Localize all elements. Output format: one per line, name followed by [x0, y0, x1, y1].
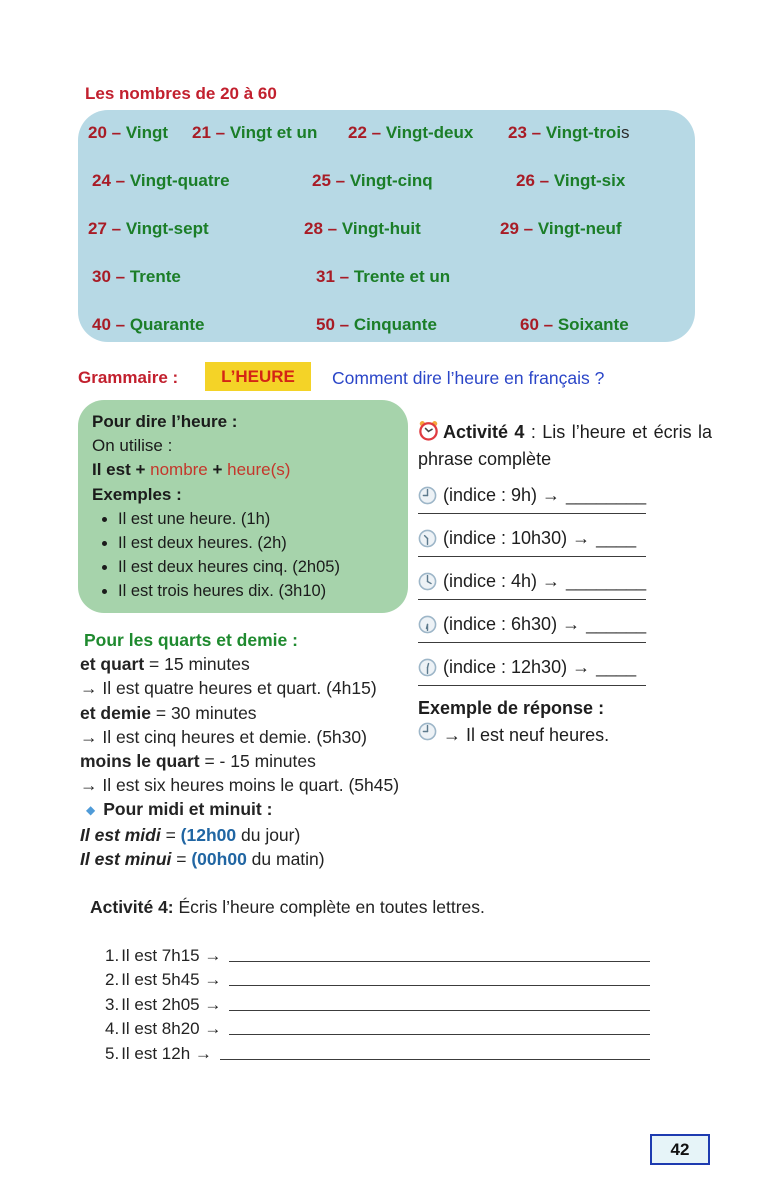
text-segment: = 15 minutes — [144, 654, 250, 675]
answer-line — [418, 685, 646, 686]
example-item: • Il est deux heures. (2h) — [118, 531, 396, 555]
number-entry: 31 – Trente et un — [316, 267, 451, 286]
lheure-chip: L’HEURE — [205, 362, 311, 391]
text-segment: (12h00 — [180, 824, 237, 845]
rule-box-heading: Pour dire l’heure : — [92, 412, 238, 431]
answer-blank: ____ — [596, 528, 637, 548]
text-segment: Il est minui — [80, 848, 172, 869]
item-prompt: Il est 12h → — [121, 1043, 212, 1063]
quarters-line — [78, 773, 428, 797]
activity-read-column — [418, 420, 712, 747]
text-segment: + — [135, 460, 151, 480]
number-entry: 29 – Vingt-neuf — [500, 219, 622, 238]
grammar-question: Comment dire l’heure en français ? — [332, 368, 605, 388]
number-entry: 21 – Vingt et un — [192, 123, 318, 142]
indice-label: (indice : 10h30) → — [443, 528, 591, 548]
text-segment: heure(s) — [227, 460, 291, 480]
quarters-line — [78, 652, 428, 676]
number-entry: 24 – Vingt-quatre — [92, 171, 230, 190]
diamond-bullet-icon: ◆ — [86, 803, 96, 818]
rule-formula — [92, 458, 396, 482]
answer-line — [418, 642, 646, 643]
text-segment: Écris l’heure complète en toutes lettres. — [173, 897, 485, 917]
number-entry: 30 – Trente — [92, 267, 181, 286]
answer-blank: ________ — [566, 485, 647, 505]
text-segment: Il est midi — [80, 824, 161, 845]
midnight-heading-line — [78, 797, 428, 822]
text-segment: : Lis l’heure et écris la phrase complète — [418, 422, 712, 469]
alarm-clock-icon — [418, 420, 439, 447]
indice-row — [418, 569, 712, 593]
item-number: 4. — [105, 1019, 120, 1039]
page-title: Les nombres de 20 à 60 — [85, 84, 277, 103]
item-prompt: Il est 5h45 → — [121, 970, 222, 990]
answer-line — [229, 1034, 650, 1035]
example-answer-text: → Il est neuf heures. — [443, 724, 610, 745]
item-number: 3. — [105, 994, 120, 1014]
rule-box-intro: On utilise : — [92, 436, 173, 456]
indice-row — [418, 612, 712, 636]
answer-line — [418, 599, 646, 600]
text-segment: = - 15 minutes — [199, 751, 316, 772]
indice-label: (indice : 9h) → — [443, 485, 561, 505]
grammar-label: Grammaire : — [78, 368, 179, 387]
answer-line — [418, 556, 646, 557]
page-number-badge: 42 — [650, 1134, 710, 1165]
examples-label: Exemples : — [92, 484, 182, 504]
activity-write-section — [90, 897, 670, 918]
text-segment: → Il est cinq heures et demie. (5h30) — [80, 726, 367, 747]
quarters-line — [78, 749, 428, 773]
examples-list — [92, 507, 396, 604]
activity-read-title — [418, 420, 712, 471]
answer-blank: ____ — [596, 657, 637, 677]
answer-line — [229, 1010, 650, 1011]
number-entry: 25 – Vingt-cinq — [312, 171, 433, 190]
exercise-item — [105, 990, 650, 1015]
text-segment: = — [160, 824, 181, 845]
rule-box — [78, 400, 408, 613]
indice-label: (indice : 4h) → — [443, 571, 561, 591]
number-entry: 27 – Vingt-sept — [88, 219, 209, 238]
number-entry: 22 – Vingt-deux — [348, 123, 474, 142]
number-entry: 60 – Soixante — [520, 315, 629, 334]
quarters-line — [78, 676, 428, 700]
clock-icon — [418, 486, 437, 505]
item-prompt: Il est 8h20 → — [121, 1019, 222, 1039]
text-segment: Activité 4: — [90, 897, 174, 917]
quarters-line — [78, 701, 428, 725]
number-entry: 28 – Vingt-huit — [304, 219, 421, 238]
answer-line — [229, 961, 650, 962]
number-entry: 23 – Vingt-trois — [508, 123, 630, 142]
number-entry: 26 – Vingt-six — [516, 171, 626, 190]
exercise-item — [105, 1015, 650, 1040]
exercise-item — [105, 966, 650, 991]
text-segment: Il est — [92, 460, 136, 480]
text-segment: + — [207, 460, 228, 480]
activity-write-list — [105, 941, 650, 1064]
item-prompt: Il est 2h05 → — [121, 994, 222, 1014]
midnight-lines — [78, 823, 428, 871]
item-number: 2. — [105, 970, 120, 990]
numbers-box — [78, 110, 695, 342]
text-segment: Activité 4 — [443, 422, 525, 442]
indice-row — [418, 483, 712, 507]
text-segment: moins le quart — [80, 751, 200, 772]
text-segment: → Il est six heures moins le quart. (5h45) — [80, 775, 400, 796]
answer-line — [220, 1059, 650, 1060]
answer-blank: ________ — [566, 571, 647, 591]
clock-icon — [418, 572, 437, 591]
item-prompt: Il est 7h15 → — [121, 945, 222, 965]
quarters-section — [78, 628, 428, 871]
answer-line — [229, 985, 650, 986]
text-segment: = — [171, 848, 192, 869]
number-entry: 20 – Vingt — [88, 123, 168, 142]
clock-icon — [418, 529, 437, 548]
example-item: • Il est trois heures dix. (3h10) — [118, 579, 396, 603]
text-segment: du jour) — [236, 824, 301, 845]
midnight-line — [78, 847, 428, 871]
quarters-line — [78, 725, 428, 749]
example-label: Exemple de réponse : — [418, 698, 605, 718]
activity-write-title — [90, 897, 670, 918]
exercise-item — [105, 941, 650, 966]
example-item: • Il est une heure. (1h) — [118, 507, 396, 531]
indice-label: (indice : 6h30) → — [443, 614, 581, 634]
text-segment: nombre — [150, 460, 208, 480]
exercise-item — [105, 1039, 650, 1064]
activity-read-title-text — [418, 422, 712, 469]
text-segment: et quart — [80, 654, 145, 675]
text-segment: (00h00 — [191, 848, 247, 869]
text-segment: → Il est quatre heures et quart. (4h15) — [80, 678, 377, 699]
text-segment: du matin) — [246, 848, 325, 869]
number-entry: 50 – Cinquante — [316, 315, 437, 334]
answer-blank: ______ — [586, 614, 647, 634]
item-number: 1. — [105, 945, 120, 965]
answer-line — [418, 513, 646, 514]
indice-row — [418, 655, 712, 679]
midnight-line — [78, 823, 428, 847]
text-segment: et demie — [80, 702, 151, 723]
example-item: • Il est deux heures cinq. (2h05) — [118, 555, 396, 579]
example-row — [418, 722, 712, 747]
number-entry: 40 – Quarante — [92, 315, 205, 334]
midnight-heading: Pour midi et minuit : — [103, 799, 273, 820]
indice-label: (indice : 12h30) → — [443, 657, 591, 677]
text-segment: = 30 minutes — [151, 702, 257, 723]
quarters-heading: Pour les quarts et demie : — [84, 630, 298, 650]
quarters-lines — [78, 652, 428, 797]
indice-items — [418, 483, 712, 686]
item-number: 5. — [105, 1043, 120, 1063]
indice-row — [418, 526, 712, 550]
